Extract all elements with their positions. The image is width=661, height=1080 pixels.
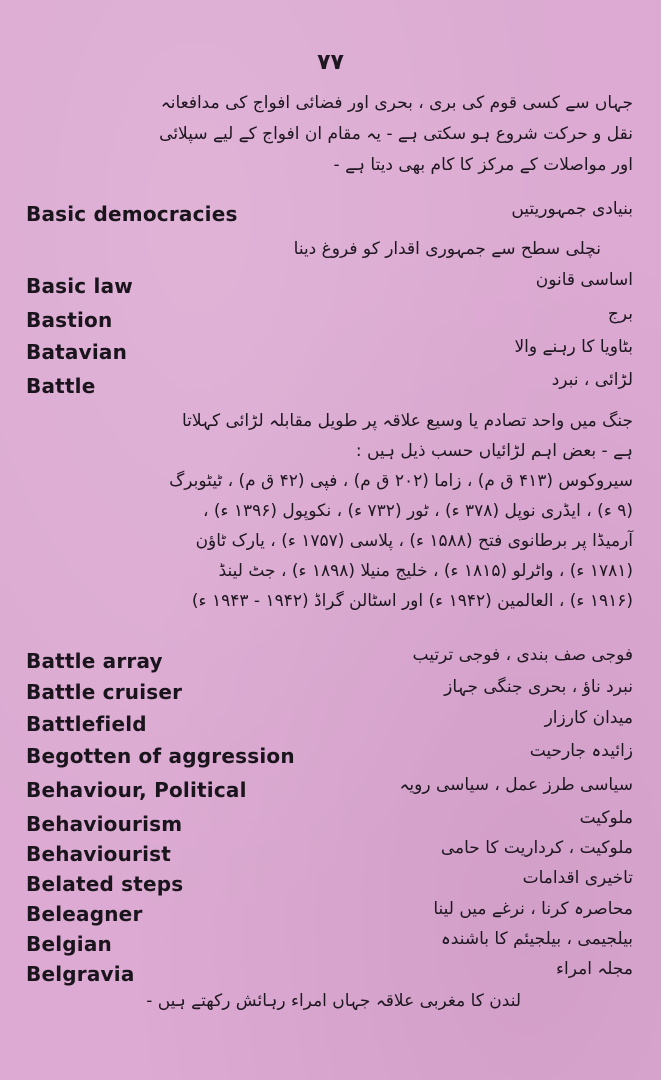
battle-paragraph — [23, 406, 633, 616]
entry-term: Battle cruiser — [26, 680, 183, 704]
battle-line: جنگ میں واحد تصادم یا وسیع علاقہ پر طویل مقابلہ لڑائی کہلاتا — [181, 411, 633, 431]
battle-line: سیروکوس (۴۱۳ ق م) ، زاما (۲۰۲ ق م) ، فپی (۴۲ ق م) ، ٹیٹوبرگ — [169, 471, 633, 491]
entry-definition: لڑائی ، نبرد — [551, 370, 633, 390]
entry-basic-democracies — [26, 196, 633, 226]
entry-battle-array — [26, 643, 633, 673]
entry-definition: تاخیری اقدامات — [522, 868, 633, 888]
intro-line: جہاں سے کسی قوم کی بری ، بحری اور فضائی افواج کی مدافعانہ — [160, 93, 633, 113]
entry-term: Behaviour, Political — [26, 778, 247, 802]
entry-belated-steps — [26, 866, 633, 896]
battle-line: آرمیڈا پر برطانوی فتح (۱۵۸۸ ء) ، پلاسی (۱۷۵۷ ء) ، یارک ٹاؤن — [195, 531, 633, 551]
entry-definition: بٹاویا کا رہنے والا — [514, 337, 633, 357]
entry-definition: برج — [607, 304, 633, 324]
entry-begotten-of-aggression — [26, 738, 633, 768]
entry-term: Begotten of aggression — [26, 744, 295, 768]
battle-line: (۹ ء) ، ایڈری نوپل (۳۷۸ ء) ، ٹور (۷۳۲ ء) ، نکوپول (۱۳۹۶ ء) ، — [202, 501, 633, 521]
battle-line: ہے - بعض اہم لڑائیاں حسب ذیل ہیں : — [355, 441, 633, 461]
entry-term: Belgravia — [26, 962, 135, 986]
intro-paragraph — [23, 88, 633, 181]
entry-behaviourism — [26, 806, 633, 836]
entry-definition: مجلہ امراء — [556, 959, 633, 979]
entry-definition: میدان کارزار — [544, 708, 633, 728]
intro-line: نقل و حرکت شروع ہو سکتی ہے - یہ مقام ان افواج کے لیے سپلائی — [159, 124, 633, 144]
entry-term: Battle array — [26, 649, 163, 673]
entry-definition: بنیادی جمہوریتیں — [511, 199, 633, 219]
entry-definition: زائیدہ جارحیت — [529, 741, 633, 761]
entry-term: Basic democracies — [26, 202, 238, 226]
entry-definition: فوجی صف بندی ، فوجی ترتیب — [412, 645, 633, 665]
entry-term: Battlefield — [26, 712, 147, 736]
page-number: ۷۷ — [317, 50, 344, 75]
entry-basic-law — [26, 268, 633, 298]
entry-belgravia — [26, 956, 633, 986]
entry-term: Belgian — [26, 932, 112, 956]
entry-battle-cruiser — [26, 674, 633, 704]
entry-definition: بیلجیمی ، بیلجیئم کا باشندہ — [440, 929, 633, 949]
entry-term: Battle — [26, 374, 96, 398]
entry-battlefield — [26, 706, 633, 736]
entry-definition: اساسی قانون — [535, 270, 633, 290]
entry-definition: سیاسی طرز عمل ، سیاسی رویہ — [399, 775, 633, 795]
battle-line: (۱۹۱۶ ء) ، العالمین (۱۹۴۲ ء) اور اسٹالن گراڈ (۱۹۴۲ - ۱۹۴۳ ء) — [191, 591, 633, 611]
entry-term: Belated steps — [26, 872, 184, 896]
entry-definition: ملوکیت ، کرداریت کا حامی — [440, 838, 633, 858]
entry-behaviour-political — [26, 772, 633, 802]
entry-battle — [26, 368, 633, 398]
battle-line: (۱۷۸۱ ء) ، واٹرلو (۱۸۱۵ ء) ، خلیج منیلا (۱۸۹۸ ء) ، جٹ لینڈ — [218, 561, 633, 581]
entry-definition: نبرد ناؤ ، بحری جنگی جہاز — [444, 677, 633, 697]
entry-belgian — [26, 926, 633, 956]
entry-batavian — [26, 334, 633, 364]
entry-subnote: نچلی سطح سے جمہوری اقدار کو فروغ دینا — [293, 239, 601, 259]
entry-beleagner — [26, 896, 633, 926]
entry-behaviourist — [26, 836, 633, 866]
entry-term: Behaviourism — [26, 812, 183, 836]
belgravia-note: لندن کا مغربی علاقہ جہاں امراء رہائش رکھتے ہیں - — [146, 991, 521, 1011]
entry-definition: ملوکیت — [579, 808, 633, 828]
entry-term: Basic law — [26, 274, 133, 298]
entry-term: Beleagner — [26, 902, 143, 926]
entry-bastion — [26, 302, 633, 332]
intro-line: اور مواصلات کے مرکز کا کام بھی دیتا ہے - — [333, 155, 633, 175]
entry-definition: محاصرہ کرنا ، نرغے میں لینا — [433, 899, 633, 919]
entry-term: Batavian — [26, 340, 128, 364]
entry-term: Behaviourist — [26, 842, 171, 866]
entry-term: Bastion — [26, 308, 113, 332]
